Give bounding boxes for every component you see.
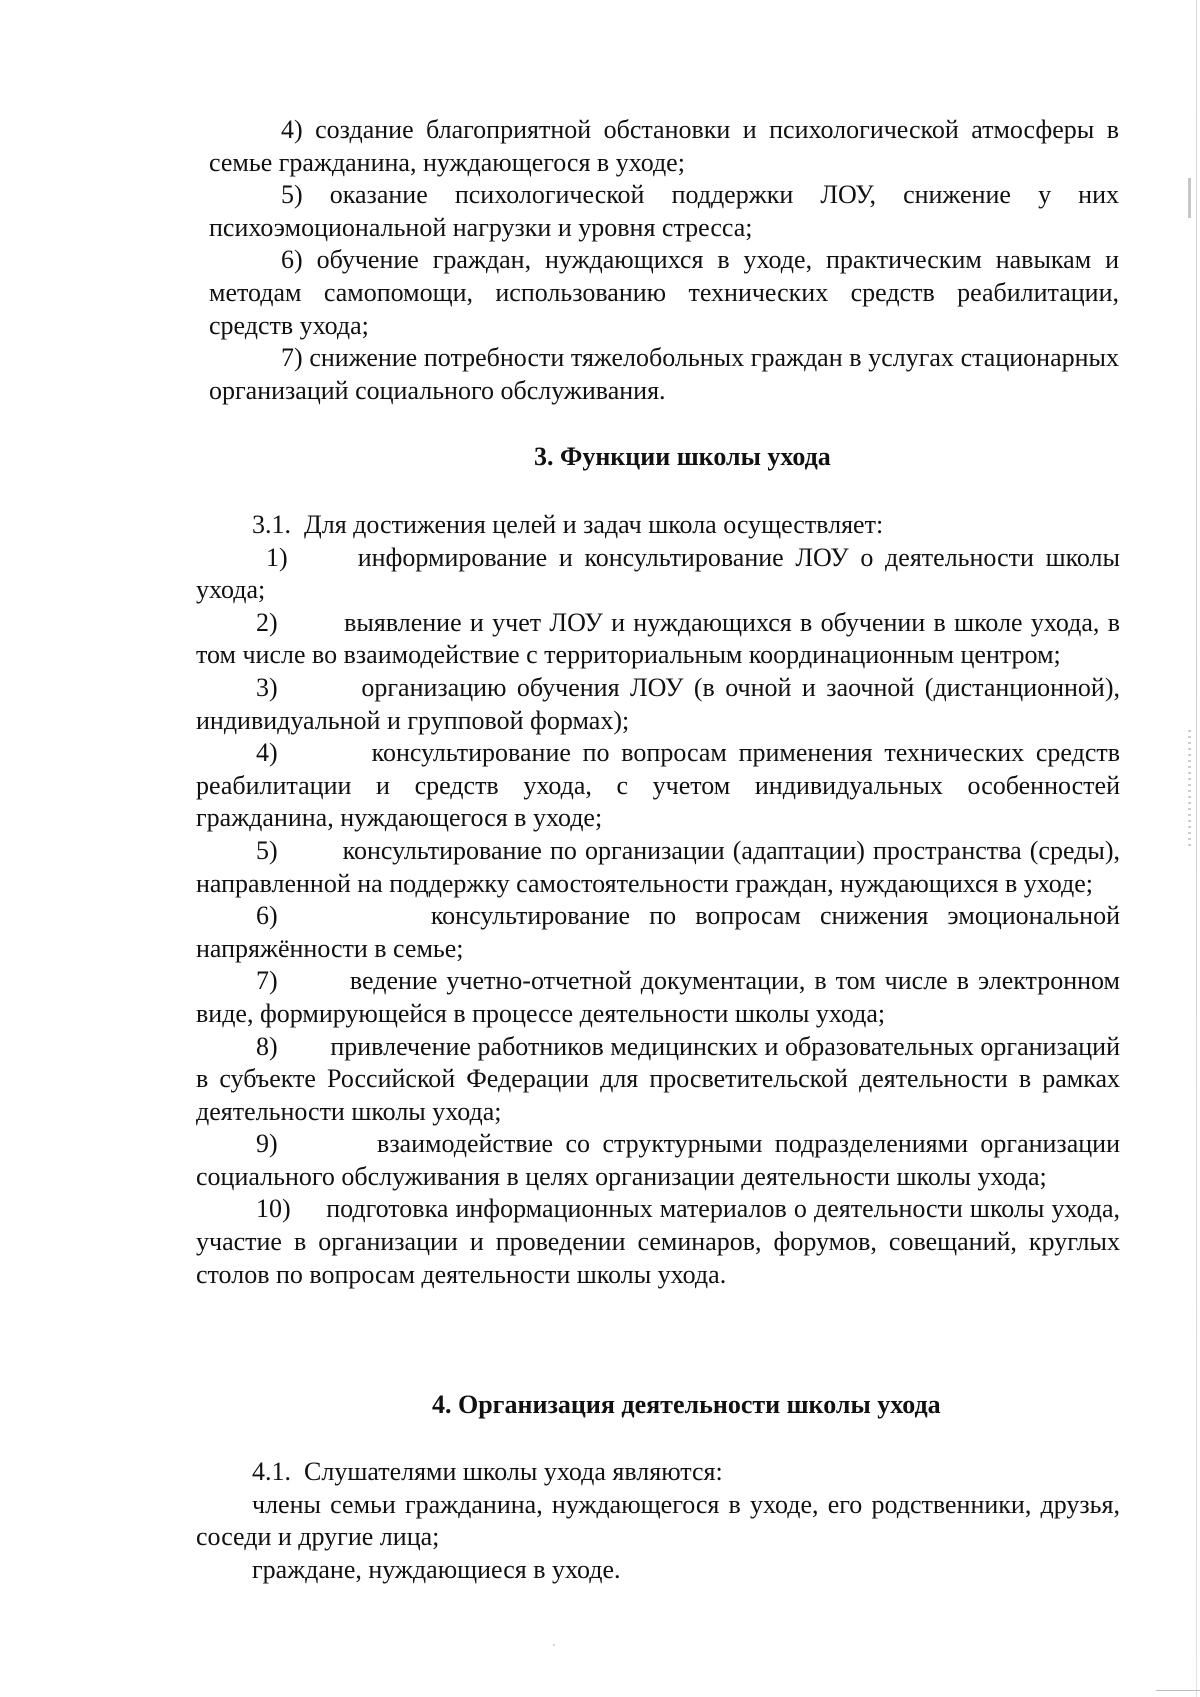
function-item xyxy=(196,900,1120,965)
function-text: консультирование по вопросам снижения эмоциональной напряжённости в семье; xyxy=(196,901,1120,963)
scan-edge-mark xyxy=(1188,178,1191,218)
goal-text: обучение граждан, нуждающихся в уходе, практическим навыкам и методам самопомощи, использованию технических средств реабилитации, средств ухода; xyxy=(209,245,1119,340)
goal-item xyxy=(209,244,1119,342)
function-number: 2) xyxy=(256,607,278,637)
function-text: консультирование по вопросам применения технических средств реабилитации и средств ухода, с учетом индивидуальных особенностей гражданина, нуждающегося в уходе; xyxy=(196,738,1121,833)
function-text: консультирование по организации (адаптации) пространства (среды), направленной на поддержку самостоятельности граждан, нуждающихся в уходе; xyxy=(196,835,1121,898)
function-number: 4) xyxy=(256,738,278,768)
goal-number: 5) xyxy=(281,180,303,210)
function-text: информирование и консультирование ЛОУ о деятельности школы ухода; xyxy=(196,542,1121,605)
scan-corner-mark xyxy=(1156,1690,1200,1691)
goals-list-continued xyxy=(209,114,1119,407)
function-item xyxy=(196,542,1120,607)
function-text: взаимодействие со структурными подразделениями организации социального обслуживания в целях организации деятельности школы ухода; xyxy=(196,1129,1120,1191)
function-number: 10) xyxy=(256,1194,291,1224)
clause-number: 4.1. xyxy=(252,1457,291,1486)
goal-item xyxy=(209,179,1119,244)
goal-text: оказание психологической поддержки ЛОУ, снижение у них психоэмоциональной нагрузки и уровня стресса; xyxy=(209,180,1120,242)
function-text: организацию обучения ЛОУ (в очной и заочной (дистанционной), индивидуальной и групповой формах); xyxy=(196,672,1121,735)
section-4-heading: 4. Организация деятельности школы ухода xyxy=(432,1390,941,1419)
function-item xyxy=(196,1031,1120,1129)
listener-paragraph: граждане, нуждающиеся в уходе. xyxy=(252,1554,621,1584)
function-number: 6) xyxy=(256,901,278,931)
clause-text: Слушателями школы ухода являются: xyxy=(304,1457,723,1486)
function-text: ведение учетно-отчетной документации, в том числе в электронном виде, формирующейся в процессе деятельности школы ухода; xyxy=(196,966,1120,1028)
clause-text: Для достижения целей и задач школа осуществляет: xyxy=(304,510,884,539)
function-text: подготовка информационных материалов о деятельности школы ухода, участие в организации и проведении семинаров, форумов, совещаний, круглых столов по вопросам деятельности школы ухода. xyxy=(196,1194,1121,1289)
function-item xyxy=(196,1193,1120,1291)
listener-paragraph: члены семьи гражданина, нуждающегося в уходе, его родственники, друзья, соседи и другие лица; xyxy=(196,1489,1120,1552)
function-number: 9) xyxy=(256,1129,278,1159)
function-item xyxy=(196,672,1120,737)
function-text: выявление и учет ЛОУ и нуждающихся в обучении в школе ухода, в том числе во взаимодействие с территориальным координационным центром; xyxy=(196,607,1121,670)
function-text: привлечение работников медицинских и образовательных организаций в субъекте Российской Федерации для просветительской деятельности в рамках деятельности школы ухода; xyxy=(196,1031,1121,1126)
function-number: 7) xyxy=(256,966,278,996)
goal-item xyxy=(209,342,1119,407)
clause-number: 3.1. xyxy=(252,510,291,539)
section-4-body xyxy=(196,1456,1120,1586)
goal-number: 7) xyxy=(281,343,303,373)
function-item xyxy=(196,965,1120,1030)
function-item xyxy=(196,607,1120,672)
scan-edge-line xyxy=(1196,0,1197,1697)
scan-edge-mark xyxy=(1188,730,1191,850)
function-item xyxy=(196,737,1120,835)
function-item xyxy=(196,835,1120,900)
clause-3-1 xyxy=(196,509,1120,542)
section-3-body xyxy=(196,509,1120,1291)
goal-number: 6) xyxy=(281,245,303,275)
function-item xyxy=(196,1128,1120,1193)
goal-text: снижение потребности тяжелобольных граждан в услугах стационарных организаций социального обслуживания. xyxy=(209,343,1120,405)
function-number: 5) xyxy=(256,835,278,865)
scan-dust-dot xyxy=(553,1644,555,1646)
function-number: 3) xyxy=(256,672,278,702)
goal-number: 4) xyxy=(281,115,303,144)
section-3-heading: 3. Функции школы ухода xyxy=(534,442,831,471)
function-number: 8) xyxy=(256,1031,278,1061)
clause-4-1 xyxy=(196,1456,1120,1489)
goal-text: создание благоприятной обстановки и психологической атмосферы в семье гражданина, нуждающегося в уходе; xyxy=(209,115,1119,177)
goal-item xyxy=(209,114,1119,179)
function-number: 1) xyxy=(266,542,288,572)
